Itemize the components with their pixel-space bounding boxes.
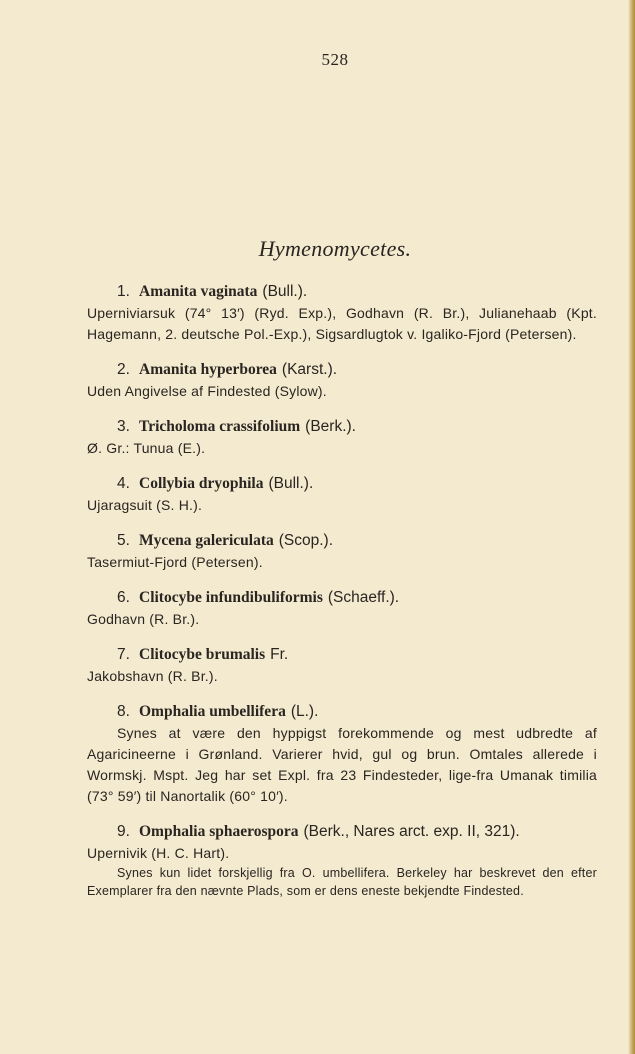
entry-locality: Jakobshavn (R. Br.). (87, 668, 218, 684)
entry-number: 5. (117, 532, 130, 549)
species-author: (L.). (290, 703, 319, 720)
entry-title (87, 416, 597, 438)
species-author: (Bull.). (262, 283, 308, 300)
entry-title (87, 281, 597, 303)
entry-title (87, 701, 597, 723)
entry-8 (87, 701, 597, 807)
entry-number: 1. (117, 283, 130, 300)
entry-list (87, 281, 597, 914)
entry-3 (87, 416, 597, 459)
entry-title (87, 359, 597, 381)
species-name: Mycena galericulata (139, 532, 274, 549)
species-author: (Karst.). (281, 361, 338, 378)
entry-locality: Ujaragsuit (S. H.). (87, 497, 203, 513)
entry-locality: Upernivik (H. C. Hart). (87, 845, 230, 861)
species-author: (Schaeff.). (327, 589, 400, 606)
species-author: (Berk.). (305, 418, 356, 435)
entry-locality: Uperniviarsuk (74° 13′) (Ryd. Exp.), Godhavn (R. Br.), Julianehaab (Kpt. Hagemann, 2. deutsche Pol.-Exp.), Sigsardlugtok v. Igaliko-Fjord (Petersen). (87, 305, 597, 342)
species-author: (Scop.). (278, 532, 333, 549)
entry-title (87, 473, 597, 495)
entry-5 (87, 530, 597, 573)
entry-locality: Uden Angivelse af Findested (Sylow). (87, 383, 327, 399)
entry-4 (87, 473, 597, 516)
entry-number: 3. (117, 418, 130, 435)
entry-2 (87, 359, 597, 402)
species-author: (Bull.). (268, 475, 314, 492)
species-author: Fr. (270, 646, 289, 663)
entry-note: Synes kun lidet forskjellig fra O. umbellifera. Berkeley har beskrevet den efter Exemplarer fra den nævnte Plads, som er dens eneste bekjendte Findested. (87, 866, 597, 898)
species-name: Clitocybe infundibuliformis (139, 589, 323, 606)
species-name: Amanita hyperborea (139, 361, 277, 378)
species-name: Amanita vaginata (139, 283, 258, 300)
section-heading: Hymenomycetes. (258, 236, 412, 261)
entry-title (87, 587, 597, 609)
species-name: Clitocybe brumalis (139, 646, 266, 663)
entry-title (87, 644, 597, 666)
species-author: (Berk., Nares arct. exp. II, 321). (303, 823, 520, 840)
entry-7 (87, 644, 597, 687)
entry-locality: Ø. Gr.: Tunua (E.). (87, 440, 206, 456)
species-name: Collybia dryophila (139, 475, 264, 492)
entry-number: 6. (117, 589, 130, 606)
entry-title (87, 530, 597, 552)
page-edge (628, 0, 635, 1054)
entry-number: 4. (117, 475, 130, 492)
entry-number: 8. (117, 703, 130, 720)
page-number: 528 (321, 50, 349, 69)
species-name: Omphalia umbellifera (139, 703, 286, 720)
entry-title (87, 821, 597, 843)
entry-number: 2. (117, 361, 130, 378)
entry-locality: Godhavn (R. Br.). (87, 611, 200, 627)
entry-6 (87, 587, 597, 630)
entry-1 (87, 281, 597, 345)
species-name: Tricholoma crassifolium (139, 418, 301, 435)
entry-note: Synes at være den hyppigst forekommende og mest udbredte af Agaricineerne i Grønland. Varierer hvid, gul og brun. Omtales allerede i Wormskj. Mspt. Jeg har set Expl. fra 23 Findesteder, lige-fra Umanak timilia (73° 59′) til Nanortalik (60° 10′). (87, 725, 597, 804)
species-name: Omphalia sphaerospora (139, 823, 299, 840)
entry-9 (87, 821, 597, 900)
entry-number: 9. (117, 823, 130, 840)
entry-locality: Tasermiut-Fjord (Petersen). (87, 554, 263, 570)
entry-number: 7. (117, 646, 130, 663)
